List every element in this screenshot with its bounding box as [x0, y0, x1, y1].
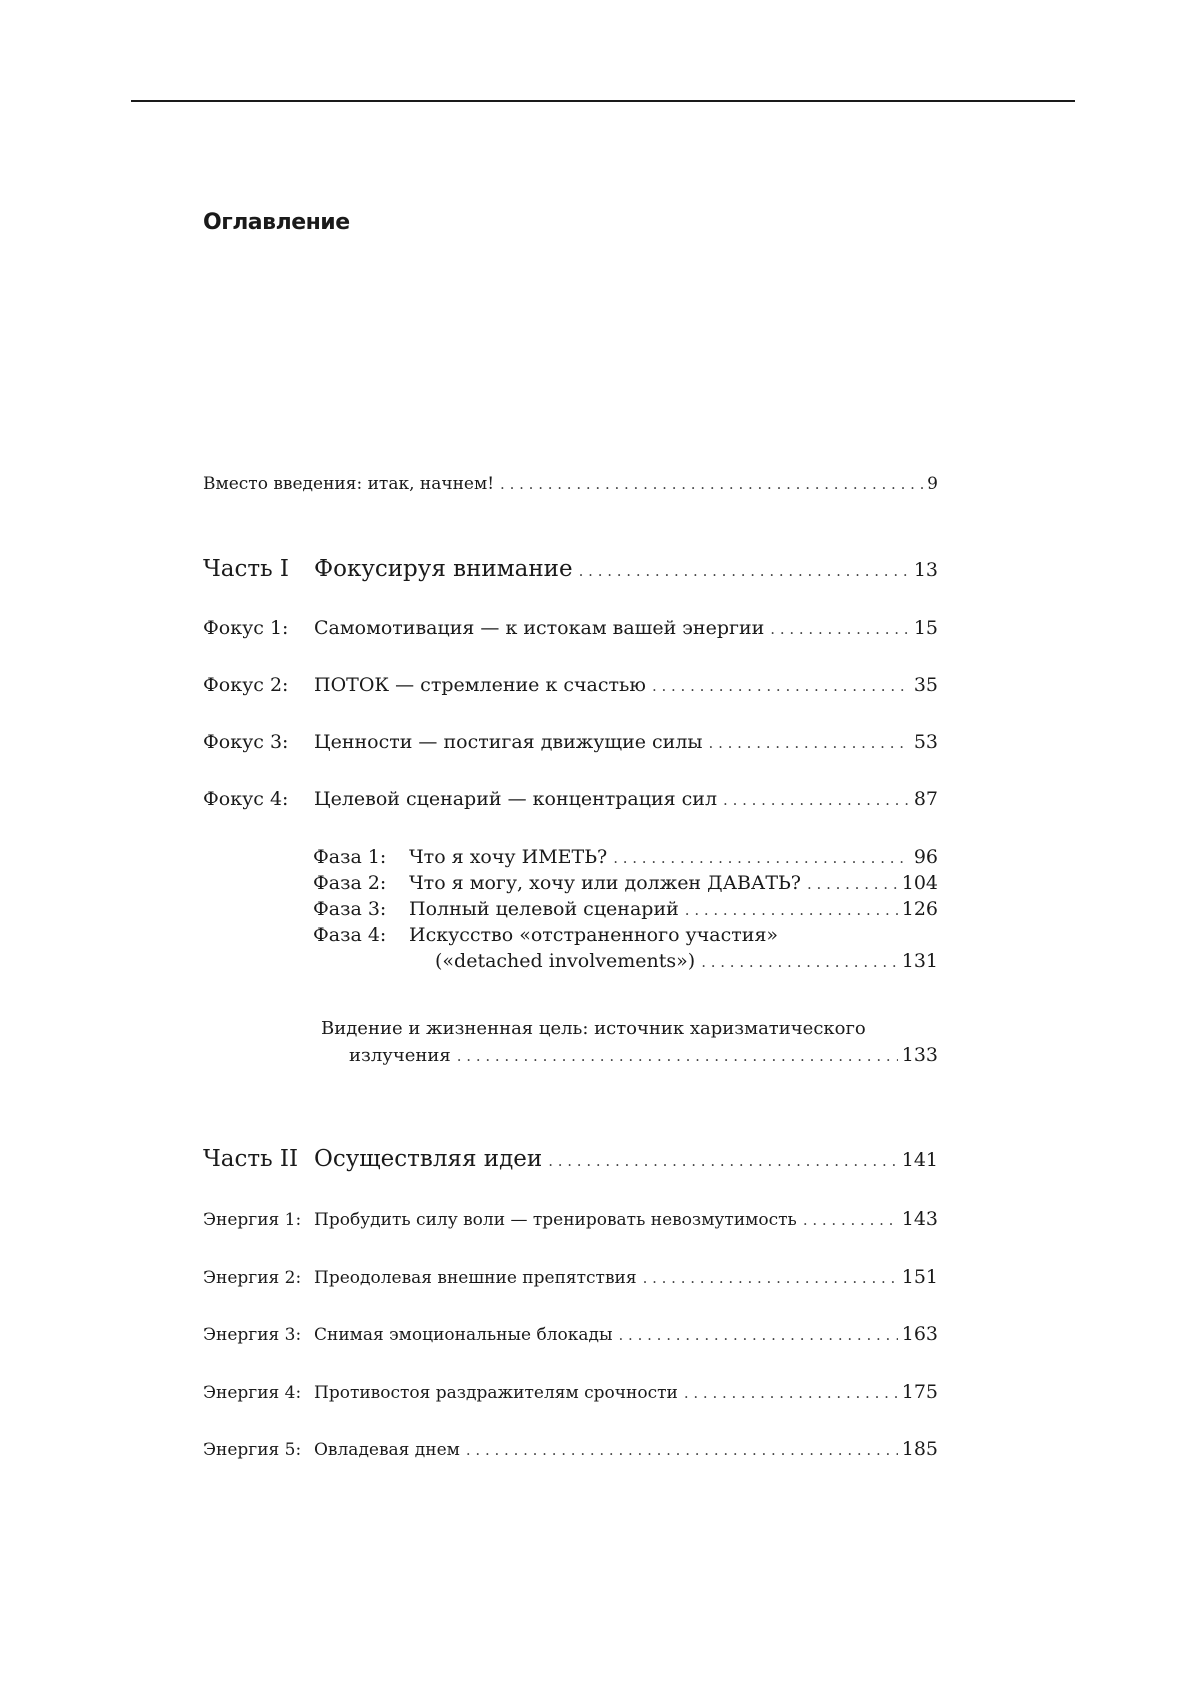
entry-label: Фокус 1: [203, 617, 289, 639]
page-number: 15 [913, 617, 938, 639]
toc-entry-energy-4[interactable] [203, 1381, 938, 1403]
entry-title: Пробудить силу воли — тренировать невозмутимость [314, 1210, 797, 1230]
entry-title: Преодолевая внешние препятствия [314, 1268, 637, 1288]
toc-entry-energy-5[interactable] [203, 1438, 938, 1460]
entry-label: Энергия 4: [203, 1383, 302, 1403]
entry-label: Фокус 2: [203, 674, 289, 696]
entry-label: Фаза 3: [313, 898, 387, 920]
dot-leader [685, 901, 898, 919]
toc-entry-focus-2[interactable] [203, 674, 938, 696]
page-number: 131 [901, 950, 938, 972]
toc-entry-vision[interactable] [349, 1044, 938, 1066]
entry-title: Снимая эмоциональные блокады [314, 1325, 613, 1345]
dot-leader [619, 1326, 898, 1344]
page-number: 104 [901, 872, 938, 894]
page-number: 143 [901, 1208, 938, 1230]
toc-entry-energy-3[interactable] [203, 1323, 938, 1345]
dot-leader [457, 1047, 898, 1065]
entry-title: Искусство «отстраненного участия» [409, 924, 779, 946]
part-label: Часть I [203, 556, 290, 582]
page-number: 35 [913, 674, 938, 696]
toc-entry-focus-3[interactable] [203, 731, 938, 753]
dot-leader [652, 677, 910, 695]
top-rule [131, 100, 1075, 102]
toc-entry-vision-line1: Видение и жизненная цель: источник харизматического [321, 1018, 866, 1039]
entry-title-cont: («detached involvements») [435, 950, 696, 972]
entry-label: Энергия 3: [203, 1325, 302, 1345]
entry-label: Энергия 2: [203, 1268, 302, 1288]
dot-leader [613, 849, 910, 867]
dot-leader [701, 953, 898, 971]
entry-title: Самомотивация — к истокам вашей энергии [314, 617, 765, 639]
page-number: 133 [901, 1044, 938, 1066]
dot-leader [723, 791, 910, 809]
dot-leader [770, 620, 910, 638]
toc-entry-intro[interactable] [203, 474, 938, 494]
page-number: 141 [901, 1149, 938, 1171]
entry-title: Противостоя раздражителям срочности [314, 1383, 678, 1403]
toc-entry-focus-1[interactable] [203, 617, 938, 639]
entry-title: Что я могу, хочу или должен ДАВАТЬ? [409, 872, 801, 894]
entry-title: Что я хочу ИМЕТЬ? [409, 846, 608, 868]
entry-label: Фаза 1: [313, 846, 387, 868]
toc-entry-phase-4-line1 [313, 924, 778, 946]
entry-label: Энергия 1: [203, 1210, 302, 1230]
entry-title: Овладевая днем [314, 1440, 460, 1460]
toc-entry-phase-4[interactable] [435, 950, 938, 972]
toc-entry-phase-2[interactable] [313, 872, 938, 894]
toc-heading: Оглавление [203, 210, 350, 235]
dot-leader [466, 1441, 898, 1459]
toc-entry-focus-4[interactable] [203, 788, 938, 810]
entry-title: Вместо введения: итак, начнем! [203, 474, 495, 494]
dot-leader [548, 1152, 898, 1170]
page-number: 185 [901, 1438, 938, 1460]
entry-title: Целевой сценарий — концентрация сил [314, 788, 718, 810]
toc-part-2[interactable] [203, 1146, 938, 1172]
entry-label: Фокус 4: [203, 788, 289, 810]
part-title: Осуществляя идеи [314, 1146, 543, 1172]
entry-title-cont: излучения [349, 1045, 451, 1066]
dot-leader [807, 875, 898, 893]
dot-leader [709, 734, 910, 752]
page-number: 96 [913, 846, 938, 868]
page-number: 163 [901, 1323, 938, 1345]
toc-part-1[interactable] [203, 556, 938, 582]
dot-leader [803, 1211, 898, 1229]
page-number: 175 [901, 1381, 938, 1403]
dot-leader [643, 1269, 898, 1287]
part-title: Фокусируя внимание [314, 556, 573, 582]
dot-leader [579, 562, 910, 580]
toc-entry-energy-1[interactable] [203, 1208, 938, 1230]
entry-title: Полный целевой сценарий [409, 898, 679, 920]
part-label: Часть II [203, 1146, 299, 1172]
page-number: 126 [901, 898, 938, 920]
dot-leader [684, 1384, 898, 1402]
toc-entry-phase-1[interactable] [313, 846, 938, 868]
entry-label: Энергия 5: [203, 1440, 302, 1460]
page-number: 9 [927, 474, 938, 494]
toc-entry-energy-2[interactable] [203, 1266, 938, 1288]
page-number: 151 [901, 1266, 938, 1288]
page-number: 13 [913, 559, 938, 581]
entry-label: Фокус 3: [203, 731, 289, 753]
entry-label: Фаза 4: [313, 924, 387, 946]
dot-leader [500, 475, 923, 493]
entry-label: Фаза 2: [313, 872, 387, 894]
entry-title: ПОТОК — стремление к счастью [314, 674, 646, 696]
toc-entry-phase-3[interactable] [313, 898, 938, 920]
page-number: 87 [913, 788, 938, 810]
page-number: 53 [913, 731, 938, 753]
entry-title: Ценности — постигая движущие силы [314, 731, 703, 753]
